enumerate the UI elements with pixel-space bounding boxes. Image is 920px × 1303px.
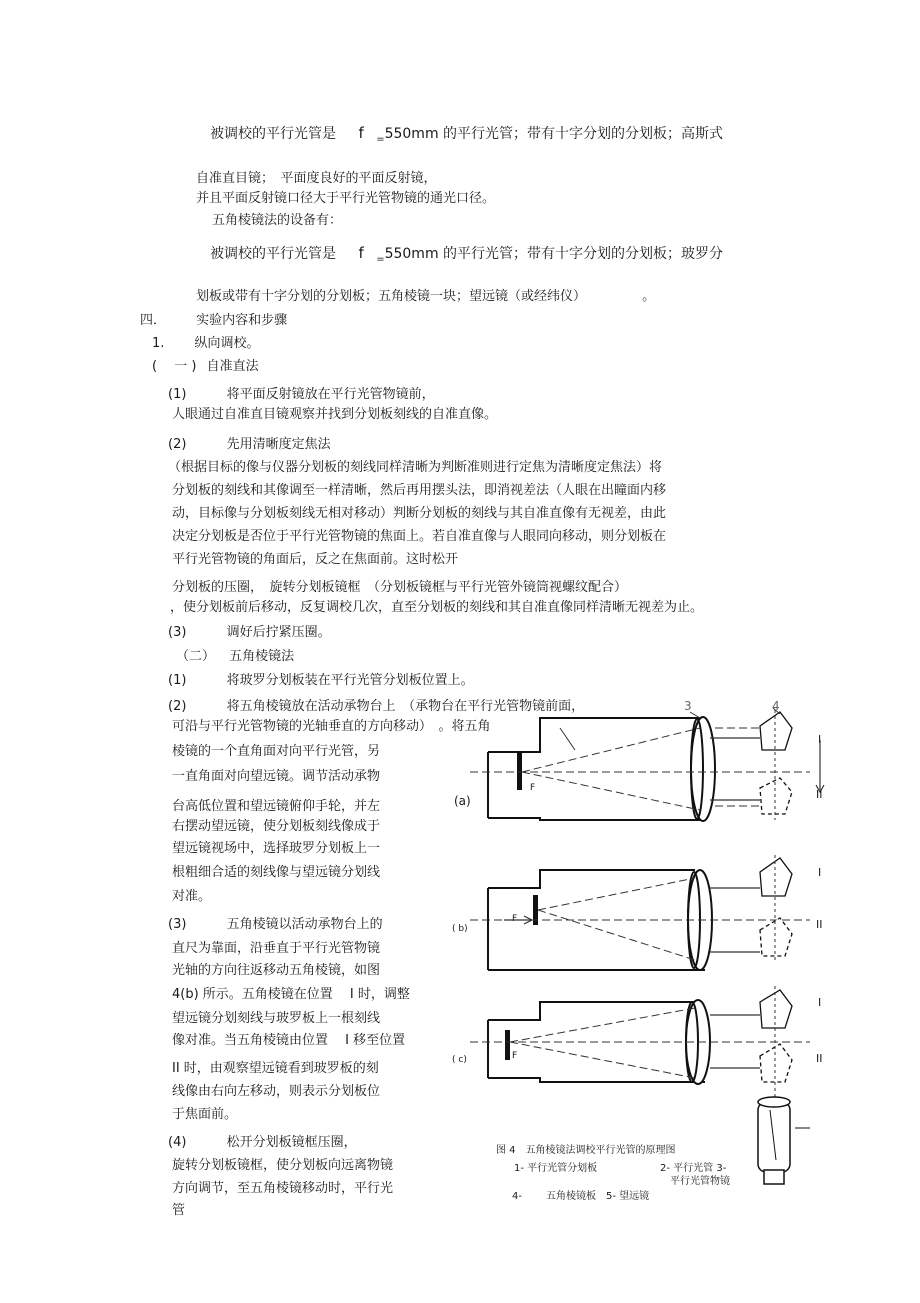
text-line xyxy=(196,288,655,306)
text-line: 动，目标像与分划板刻线无相对移动）判断分划板的刻线与其自准直像有无视差，由此 xyxy=(172,506,667,521)
text-line: ，使分划板前后移动，反复调校几次，直至分划板的刻线和其自准直像同样清晰无视差为止。 xyxy=(170,600,704,615)
focus-label: F xyxy=(512,1051,518,1061)
text-span: 被调校的平行光管是 xyxy=(210,126,336,142)
figure-part-4: 4 xyxy=(772,699,780,713)
text-span: 划板或带有十字分划的分划板；五角棱镜一块；望远镜（或经纬仪） xyxy=(196,289,587,304)
text-line: 根粗细合适的刻线像与望远镜分划线 xyxy=(172,865,381,880)
text-span: 被调校的平行光管是 xyxy=(210,246,336,262)
position-ii-label: II xyxy=(816,1052,823,1065)
text-line: 一直角面对向望远镜。调节活动承物 xyxy=(172,769,381,784)
step-line xyxy=(168,672,474,690)
pentaprism-set xyxy=(760,712,792,1082)
text-line: 棱镜的一个直角面对向平行光管，另 xyxy=(172,744,381,759)
figure-label-b: ( b) xyxy=(452,924,468,934)
step-text: 先用清晰度定焦法 xyxy=(226,437,331,452)
math-eq: = xyxy=(376,254,385,265)
sub-heading xyxy=(176,648,294,666)
text-line: II 时，由观察望远镜看到玻罗板的刻 xyxy=(172,1061,379,1076)
figure-pentaprism-diagram xyxy=(440,690,840,1210)
text-line: 管 xyxy=(172,1203,186,1218)
step-text: 五角棱镜以活动承物台上的 xyxy=(226,917,383,932)
figure-legend-4: 4- xyxy=(512,1191,522,1202)
figure-legend-1: 1- 平行光管分划板 xyxy=(514,1163,598,1174)
position-ii-label: II xyxy=(816,918,823,931)
heading-number: （二） xyxy=(176,649,216,664)
text-line: （根据目标的像与仪器分划板的刻线同样清晰为判断准则进行定焦为清晰度定焦法）将 xyxy=(168,460,663,475)
heading-number: 四． xyxy=(140,313,167,328)
text-line: 方向调节，至五角棱镜移动时，平行光 xyxy=(172,1181,394,1196)
text-line: 旋转分划板镜框，使分划板向远离物镜 xyxy=(172,1158,394,1173)
figure-legend-5: 五角棱镜板 5- 望远镜 xyxy=(546,1191,650,1202)
step-line xyxy=(168,624,331,642)
text-line: 直尺为靠面，沿垂直于平行光管物镜 xyxy=(172,941,381,956)
heading-text: 实验内容和步骤 xyxy=(196,313,288,328)
text-line: 望远镜视场中，选择玻罗分划板上一 xyxy=(172,841,381,856)
text-line: 五角棱镜法的设备有： xyxy=(212,213,343,228)
text-line: 对准。 xyxy=(172,889,212,904)
heading-number: 1. xyxy=(152,336,165,351)
sub-heading xyxy=(152,358,259,376)
text-span: 的平行光管；带有十字分划的分划板；玻罗分 xyxy=(443,246,724,262)
focal-length-value: 550mm xyxy=(384,126,439,142)
step-text: 调好后拧紧压圈。 xyxy=(226,625,331,640)
text-line: 分划板的压圈， 旋转分划板镜框 （分划板镜框与平行光管外镜筒视螺纹配合） xyxy=(172,580,628,595)
math-f: f xyxy=(358,244,364,262)
text-line: 自准直目镜； 平面度良好的平面反射镜， xyxy=(196,171,437,186)
step-number: (4) xyxy=(168,1135,187,1150)
text-line xyxy=(210,124,723,145)
math-f: f xyxy=(358,124,364,142)
heading-text: 纵向调校。 xyxy=(194,336,260,351)
position-i-label: I xyxy=(818,866,822,879)
text-line: 人眼通过自准直目镜观察并找到分划板刻线的自准直像。 xyxy=(172,407,498,422)
heading-text: 自准直法 xyxy=(206,359,259,374)
text-span: 。 xyxy=(642,289,656,304)
step-number: (1) xyxy=(168,673,187,688)
text-line: 分划板的刻线和其像调至一样清晰，然后再用摆头法，即消视差法（人眼在出瞳面内移 xyxy=(172,483,667,498)
heading-text: 五角棱镜法 xyxy=(229,649,295,664)
focus-label: F xyxy=(530,783,536,793)
text-line: 决定分划板是否位于平行光管物镜的焦面上。若自准直像与人眼同向移动，则分划板在 xyxy=(172,529,667,544)
figure-caption: 图 4 五角棱镜法调校平行光管的原理图 xyxy=(496,1145,676,1156)
step-line xyxy=(168,916,383,934)
figure-part-3: 3 xyxy=(684,699,692,713)
position-ii-label: II xyxy=(816,788,823,801)
step-number: (1) xyxy=(168,387,187,402)
text-line: 右摆动望远镜，使分划板刻线像成于 xyxy=(172,819,381,834)
text-line: 于焦面前。 xyxy=(172,1107,238,1122)
text-line: 线像由右向左移动，则表示分划板位 xyxy=(172,1084,381,1099)
text-line xyxy=(210,244,723,265)
figure-label-a: (a) xyxy=(454,794,471,808)
position-i-label: I xyxy=(818,996,822,1009)
step-number: (3) xyxy=(168,625,187,640)
math-eq: = xyxy=(376,134,385,145)
figure-legend-2: 2- 平行光管 3- xyxy=(660,1163,727,1174)
step-text: 将玻罗分划板装在平行光管分划板位置上。 xyxy=(226,673,474,688)
step-line xyxy=(168,436,331,454)
step-text: 将五角棱镜放在活动承物台上 （承物台在平行光管物镜前面， xyxy=(226,699,585,714)
text-line: 像对准。当五角棱镜由位置 I 移至位置 xyxy=(172,1033,406,1048)
step-text: 将平面反射镜放在平行光管物镜前， xyxy=(226,387,435,402)
step-line xyxy=(168,386,435,404)
sub-heading xyxy=(152,335,260,353)
text-line: 望远镜分划刻线与玻罗板上一根刻线 xyxy=(172,1011,381,1026)
position-i-label: I xyxy=(818,733,822,746)
focus-label: F xyxy=(512,914,518,924)
step-line xyxy=(168,1134,357,1152)
section-heading xyxy=(140,312,287,330)
text-line: 4(b) 所示。五角棱镜在位置 I 时，调整 xyxy=(172,987,410,1002)
step-number: (3) xyxy=(168,917,187,932)
figure-legend-3: 平行光管物镜 xyxy=(670,1176,730,1187)
heading-number: ( 一 ) xyxy=(152,359,197,374)
figure-label-c: ( c) xyxy=(452,1055,467,1065)
text-line: 平行光管物镜的角面后，反之在焦面前。这时松开 xyxy=(172,552,459,567)
text-span: 的平行光管；带有十字分划的分划板；高斯式 xyxy=(443,126,724,142)
focal-length-value: 550mm xyxy=(384,246,439,262)
telescope xyxy=(758,1097,810,1184)
step-number: (2) xyxy=(168,437,187,452)
step-number: (2) xyxy=(168,699,187,714)
step-text: 松开分划板镜框压圈， xyxy=(226,1135,357,1150)
text-line: 台高低位置和望远镜俯仰手轮，并左 xyxy=(172,799,381,814)
text-line: 可沿与平行光管物镜的光轴垂直的方向移动） 。将五角 xyxy=(172,719,491,734)
text-line: 并且平面反射镜口径大于平行光管物镜的通光口径。 xyxy=(196,191,496,206)
text-line: 光轴的方向往返移动五角棱镜，如图 xyxy=(172,963,381,978)
